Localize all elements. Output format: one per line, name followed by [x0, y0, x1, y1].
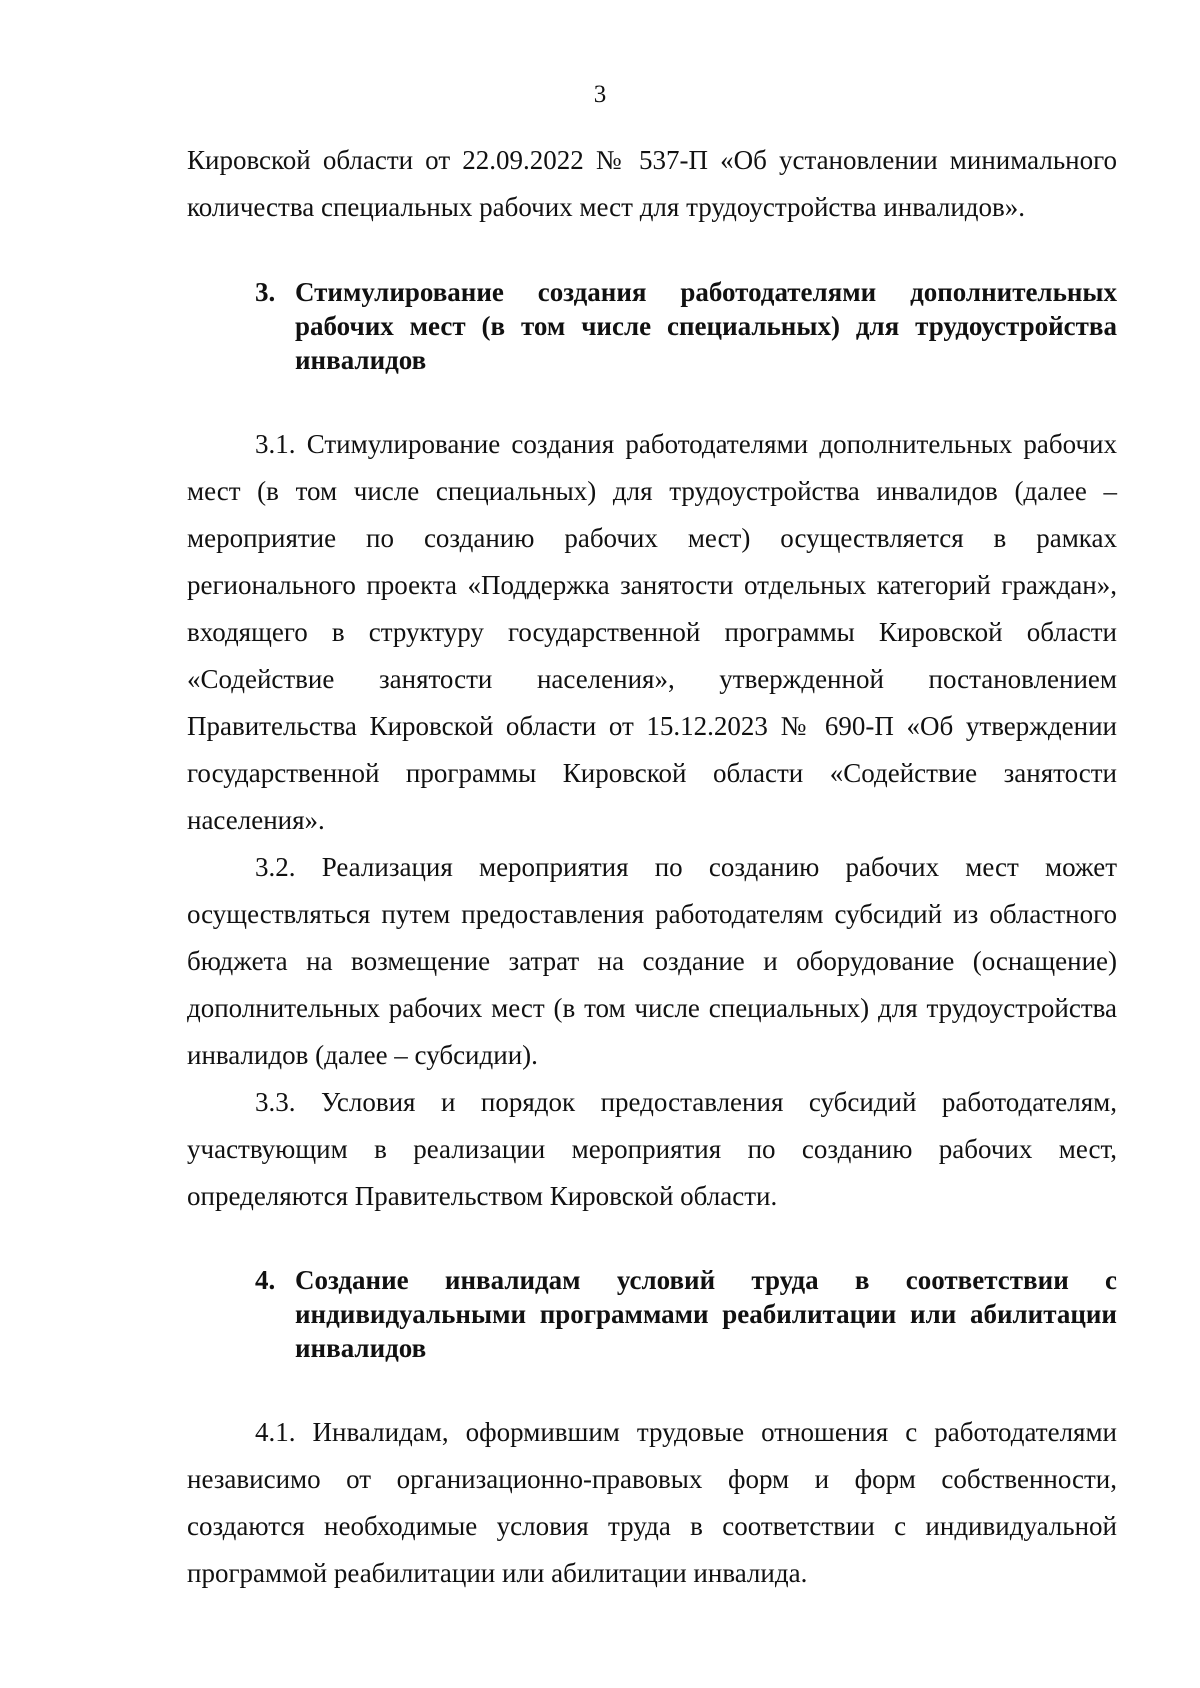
paragraph-3-3: 3.3. Условия и порядок предоставления субсидий работодателям, участвующим в реализации мероприятия по созданию рабочих мест, определяются Правительством Кировской области.: [187, 1087, 1117, 1211]
intro-paragraph: Кировской области от 22.09.2022 № 537-П «Об установлении минимального количества специальных рабочих мест для трудоустройства инвалидов».: [187, 145, 1117, 222]
section-3-number: 3.: [255, 277, 276, 307]
section-4-heading: [187, 1263, 1117, 1365]
paragraph-4-1: 4.1. Инвалидам, оформившим трудовые отношения с работодателями независимо от организационно-правовых форм и форм собственности, создаются необходимые условия труда в соответствии с индивидуальной программой реабилитации или абилитации инвалида.: [187, 1417, 1117, 1588]
page-number: 3: [593, 81, 607, 108]
document-body: [187, 137, 1117, 1597]
paragraph-3-1: 3.1. Стимулирование создания работодателями дополнительных рабочих мест (в том числе специальных) для трудоустройства инвалидов (далее – мероприятие по созданию рабочих мест) осуществляется в рамках регионального проекта «Поддержка занятости отдельных категорий граждан», входящего в структуру государственной программы Кировской области «Содействие занятости населения», утвержденной постановлением Правительства Кировской области от 15.12.2023 № 690-П «Об утверждении государственной программы Кировской области «Содействие занятости населения».: [187, 429, 1117, 835]
section-4-title: Создание инвалидам условий труда в соответствии с индивидуальными программами реабилитации или абилитации инвалидов: [295, 1265, 1117, 1363]
section-3-title: Стимулирование создания работодателями дополнительных рабочих мест (в том числе специальных) для трудоустройства инвалидов: [295, 277, 1117, 375]
paragraph-3-2: 3.2. Реализация мероприятия по созданию рабочих мест может осуществляться путем предоставления работодателям субсидий из областного бюджета на возмещение затрат на создание и оборудование (оснащение) дополнительных рабочих мест (в том числе специальных) для трудоустройства инвалидов (далее – субсидии).: [187, 852, 1117, 1070]
section-3-heading: [187, 275, 1117, 377]
section-4-number: 4.: [255, 1265, 276, 1295]
